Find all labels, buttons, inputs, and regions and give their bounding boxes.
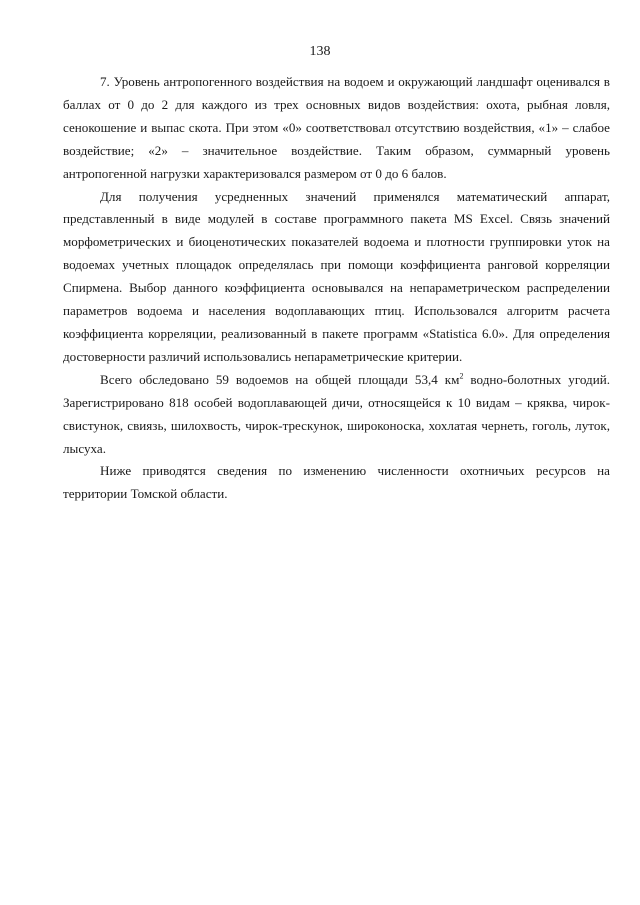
paragraph-survey-results [63,369,610,461]
survey-text-after: водно-болотных угодий. Зарегистрировано 818 особей водоплавающей дичи, относящейся к 10 видам – кряква, чирок-свистунок, свиязь, шилохвость, чирок-трескунок, широконоска, хохлатая чернеть, гоголь, луток, лысуха. [63,371,610,456]
document-body [63,71,610,506]
survey-text-before: Всего обследовано 59 водоемов на общей площади 53,4 км [100,371,460,387]
paragraph-anthropogenic-impact: 7. Уровень антропогенного воздействия на водоем и окружающий ландшафт оценивался в баллах от 0 до 2 для каждого из трех основных видов воздействия: охота, рыбная ловля, сенокошение и выпас скота. При этом «0» соответствовал отсутствию воздействия, «1» – слабое воздействие; «2» – значительное воздействие. Таким образом, суммарный уровень антропогенной нагрузки характеризовался размером от 0 до 6 балов. [63,74,610,181]
paragraph-intro-next-section: Ниже приводятся сведения по изменению численности охотничьих ресурсов на территории Томской области. [63,463,610,502]
area-unit-superscript: 2 [459,371,464,381]
paragraph-methods: Для получения усредненных значений применялся математический аппарат, представленный в виде модулей в составе программного пакета MS Excel. Связь значений морфометрических и биоценотических показателей водоема и плотности группировки уток на водоемах учетных площадок определялась при помощи коэффициента ранговой корреляции Спирмена. Выбор данного коэффициента основывался на непараметрическом распределении параметров водоема и населения водоплавающих птиц. Использовался алгоритм расчета коэффициента корреляции, реализованный в пакете программ «Statistica 6.0». Для определения достоверности различий использовались непараметрические критерии. [63,188,610,364]
page-number: 138 [309,44,331,59]
